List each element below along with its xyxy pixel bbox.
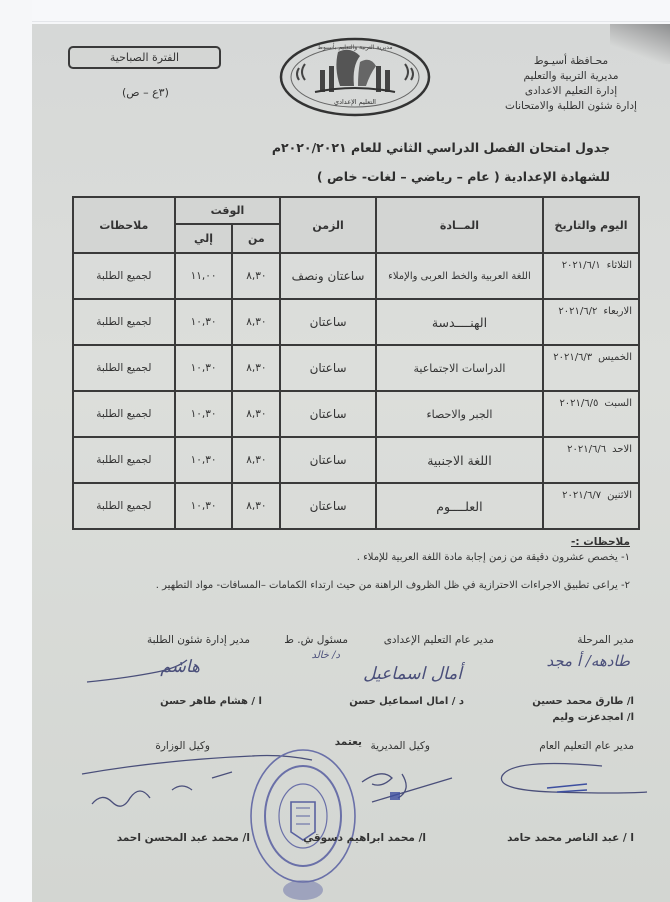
header-day-date: اليوم والتاريخ [543, 197, 639, 253]
duration-cell: ساعتان [280, 437, 376, 483]
signatory-name: ا/ امجدعزت وليم [552, 712, 634, 723]
date: ٢٠٢١/٦/٢ [558, 306, 598, 317]
notes-heading: ملاحظات :- [571, 536, 630, 548]
signatory-title: مسئول ش. ط [284, 634, 348, 646]
handwritten-signature: طادهه/ أ مجد [546, 652, 630, 670]
day-name: الاربعاء [603, 306, 632, 317]
handwritten-signature: د/ خالد [311, 650, 340, 661]
date: ٢٠٢١/٦/٥ [559, 398, 599, 409]
signatory-title: وكيل الوزارة [155, 740, 210, 752]
day-name: الثلاثاء [606, 260, 632, 271]
table-row [73, 483, 639, 529]
day-date-cell [543, 345, 639, 391]
notes-cell: لجميع الطلبة [73, 299, 175, 345]
from-cell: ٨,٣٠ [232, 437, 280, 483]
svg-text:مديرية التربية والتعليم بأسيوط: مديرية التربية والتعليم بأسيوط [317, 44, 393, 51]
issuer-header [496, 54, 646, 114]
date: ٢٠٢١/٦/٧ [562, 490, 602, 501]
from-cell: ٨,٣٠ [232, 345, 280, 391]
header-subject: المــادة [376, 197, 543, 253]
notes-cell: لجميع الطلبة [73, 345, 175, 391]
notes-cell: لجميع الطلبة [73, 391, 175, 437]
subject-cell: اللغة العربية والخط العربى والإملاء [376, 253, 543, 299]
subject-cell: الدراسات الاجتماعية [376, 345, 543, 391]
subject-cell: الجبر والاحصاء [376, 391, 543, 437]
header-notes: ملاحظات [73, 197, 175, 253]
table-row [73, 391, 639, 437]
day-date-cell [543, 299, 639, 345]
duration-cell: ساعتان [280, 483, 376, 529]
svg-text:التعليم الإعدادي: التعليم الإعدادي [334, 98, 376, 106]
official-stamp-icon [244, 744, 362, 902]
header-duration: الزمن [280, 197, 376, 253]
from-cell: ٨,٣٠ [232, 483, 280, 529]
signatory-title: مدير إدارة شئون الطلبة [146, 634, 250, 646]
directorate: مديرية التربية والتعليم [523, 70, 619, 82]
day-name: الاحد [612, 444, 632, 455]
day-name: السبت [604, 398, 632, 409]
note-item: ٢- يراعى تطبيق الاجراءات الاحترازية في ظل الظروف الراهنة من حيث ارتداء الكمامات –المسافات- مواد التطهير . [155, 580, 630, 591]
signature-scribbles-icon [72, 744, 662, 824]
signatory-title: مدير عام التعليم العام [539, 740, 634, 752]
day-date-cell [543, 483, 639, 529]
scanned-document [32, 24, 670, 902]
duration-cell: ساعتان [280, 345, 376, 391]
handwritten-signature: أمال اسماعيل [363, 664, 462, 684]
subject-cell: اللغة الاجنبية [376, 437, 543, 483]
subject-cell: العلــــوم [376, 483, 543, 529]
signatory-name: ا/ محمد عبد المحسن احمد [116, 832, 250, 844]
day-date-cell [543, 391, 639, 437]
header-time: الوقت [175, 197, 281, 224]
day-name: الاثنين [607, 490, 632, 501]
note-item: ١- يخصص عشرون دقيقة من زمن إجابة مادة اللغة العربية للإملاء . [356, 552, 630, 563]
date: ٢٠٢١/٦/٣ [553, 352, 593, 363]
table-row [73, 345, 639, 391]
duration-cell: ساعتان [280, 391, 376, 437]
to-cell: ١٠,٣٠ [175, 483, 233, 529]
signatory-title: مدير المرحلة [577, 634, 634, 646]
signature-scribble-icon [82, 656, 202, 686]
period-code: (٣ع – ص) [122, 86, 169, 99]
table-row [73, 299, 639, 345]
from-cell: ٨,٣٠ [232, 299, 280, 345]
signatory-name: ا/ طارق محمد حسين [532, 696, 634, 707]
document-title: جدول امتحان الفصل الدراسي الثاني للعام ٢٠٢٠/٢٠٢١م [271, 140, 610, 155]
period-badge: الفترة الصباحية [68, 46, 221, 69]
duration-cell: ساعتان [280, 299, 376, 345]
department: إدارة التعليم الاعدادى [524, 85, 618, 97]
day-name: الخميس [598, 352, 632, 363]
approval-label: يعتمد [334, 736, 362, 748]
viewer-top-bar [32, 0, 670, 22]
from-cell: ٨,٣٠ [232, 253, 280, 299]
table-row [73, 437, 639, 483]
signatory-title: مدير عام التعليم الإعدادى [383, 634, 494, 646]
header-to: إلي [175, 224, 233, 253]
handwritten-signature: هاشم [160, 657, 200, 677]
header-from: من [232, 224, 280, 253]
day-date-cell [543, 253, 639, 299]
document-subtitle: للشهادة الإعدادية ( عام – رياضي – لغات- خاص ) [316, 169, 610, 184]
from-cell: ٨,٣٠ [232, 391, 280, 437]
signatory-title: وكيل المديرية [370, 740, 430, 752]
signatory-name: ا / هشام طاهر حسن [160, 696, 262, 707]
date: ٢٠٢١/٦/١ [561, 260, 601, 271]
to-cell: ١٠,٣٠ [175, 391, 233, 437]
notes-cell: لجميع الطلبة [73, 437, 175, 483]
date: ٢٠٢١/٦/٦ [567, 444, 607, 455]
to-cell: ١٠,٣٠ [175, 437, 233, 483]
ministry-logo-icon [275, 32, 435, 122]
to-cell: ١٠,٣٠ [175, 345, 233, 391]
table-row [73, 253, 639, 299]
duration-cell: ساعتان ونصف [280, 253, 376, 299]
subject-cell: الهنــــدسة [376, 299, 543, 345]
signatory-name: د / امال اسماعيل حسن [349, 696, 464, 707]
day-date-cell [543, 437, 639, 483]
exam-schedule-table [72, 196, 640, 530]
governorate: محـافظة أسيـوط [533, 55, 609, 67]
to-cell: ١١,٠٠ [175, 253, 233, 299]
notes-cell: لجميع الطلبة [73, 483, 175, 529]
notes-cell: لجميع الطلبة [73, 253, 175, 299]
signatory-name: ا / عبد الناصر محمد حامد [507, 832, 634, 844]
signatory-name: ا/ محمد ابراهيم دسوقي [303, 832, 426, 844]
left-gutter [0, 0, 32, 902]
section: إدارة شئون الطلبة والامتحانات [505, 100, 637, 112]
to-cell: ١٠,٣٠ [175, 299, 233, 345]
